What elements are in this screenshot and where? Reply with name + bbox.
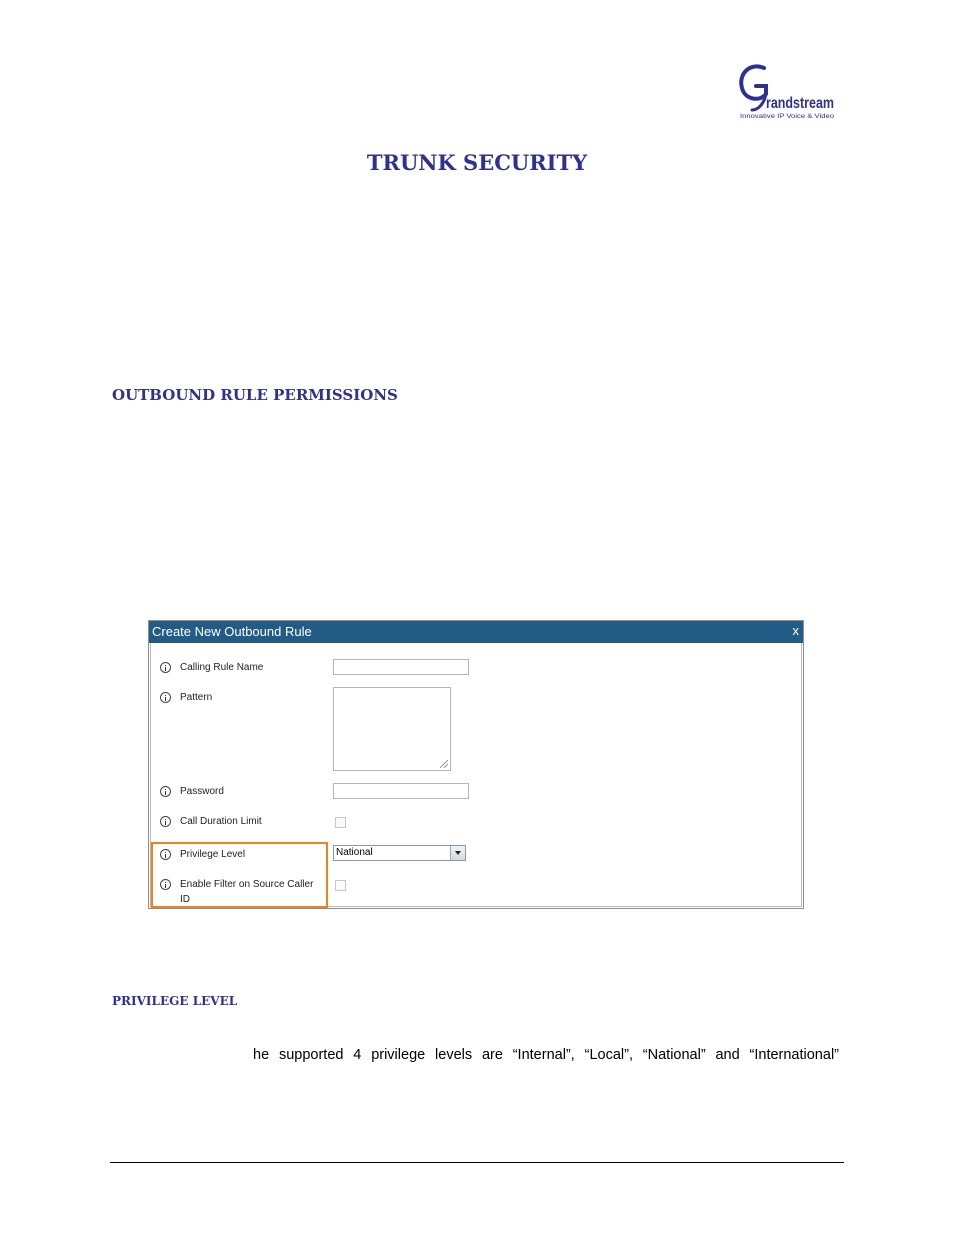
calling-rule-name-input[interactable] <box>333 659 469 675</box>
body-paragraph: he supported 4 privilege levels are “Internal”, “Local”, “National” and “International” <box>253 1047 839 1063</box>
section-heading: OUTBOUND RULE PERMISSIONS <box>112 386 398 404</box>
pattern-textarea[interactable] <box>333 687 451 771</box>
grandstream-logo <box>736 60 838 120</box>
chevron-down-icon[interactable] <box>450 846 465 860</box>
call-duration-limit-checkbox[interactable] <box>335 817 346 828</box>
dialog-title: Create New Outbound Rule <box>152 624 312 639</box>
page-title: TRUNK SECURITY <box>366 150 588 175</box>
footer-divider <box>110 1162 844 1163</box>
privilege-level-value: National <box>336 847 373 858</box>
logo-graphic <box>736 60 838 120</box>
enable-filter-label: Enable Filter on Source Caller ID <box>180 879 314 905</box>
resize-grip-icon[interactable] <box>440 760 448 768</box>
highlight-box <box>151 842 328 908</box>
close-button[interactable]: x <box>792 623 799 638</box>
privilege-level-label: Privilege Level <box>180 849 246 860</box>
info-icon[interactable] <box>160 692 171 703</box>
password-input[interactable] <box>333 783 469 799</box>
dialog-header <box>149 621 803 643</box>
info-icon[interactable] <box>160 786 171 797</box>
info-icon[interactable] <box>160 662 171 673</box>
subsection-heading: PRIVILEGE LEVEL <box>112 994 238 1008</box>
call-duration-limit-label: Call Duration Limit <box>180 816 262 827</box>
info-icon[interactable] <box>160 816 171 827</box>
svg-text:Innovative IP Voice & Video: Innovative IP Voice & Video <box>740 113 835 120</box>
calling-rule-name-label: Calling Rule Name <box>180 662 264 673</box>
pattern-label: Pattern <box>180 692 213 703</box>
password-label: Password <box>180 786 224 797</box>
svg-text:randstream: randstream <box>766 95 834 112</box>
enable-filter-checkbox[interactable] <box>335 880 346 891</box>
privilege-level-select[interactable] <box>333 845 466 861</box>
